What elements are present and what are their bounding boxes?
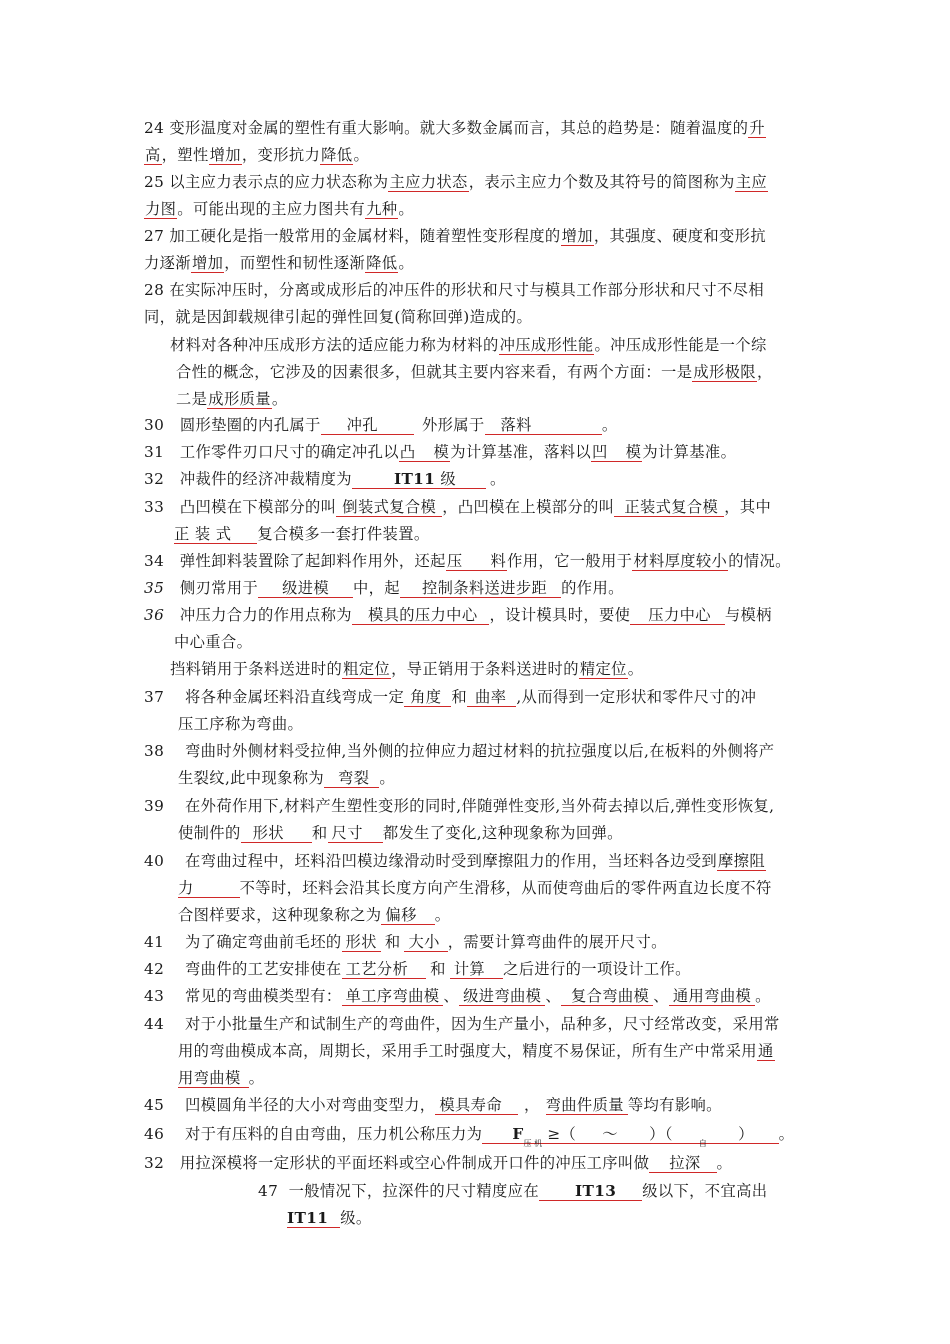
q33-line1: 33 凸凹模在下模部分的叫 倒装式复合模 ，凸凹模在上模部分的叫 正装式复合模 ，其中 [144, 498, 772, 516]
answer: 工艺分析 [342, 960, 427, 979]
answer: 成形质量 [208, 390, 271, 408]
q38-line1: 38 弯曲时外侧材料受拉伸,当外侧的拉伸应力超过材料的抗拉强度以后,在板料的外侧将产 [144, 742, 775, 760]
q44-line1: 44 对于小批量生产和试制生产的弯曲件，因为生产量小，品种多，尺寸经常改变，采用常 [144, 1015, 780, 1033]
q27-line2: 力逐渐增加，而塑性和韧性逐渐降低。 [144, 254, 415, 272]
q46: 46 对于有压料的自由弯曲，压力机公称压力为 $F_{压 机}$ ≥（ ～ ）（ $_自$ ） 。 [144, 1125, 795, 1148]
q37-line1: 37 将各种金属坯料沿直线弯成一定 角度 和 曲率 ,从而得到一定形状和零件尺寸的冲 [144, 688, 757, 706]
q24-line1: 24 变形温度对金属的塑性有重大影响。就大多数金属而言，其总的趋势是：随着温度的升 [144, 119, 765, 137]
q41: 41 为了确定弯曲前毛坯的 形状 和 大小 ，需要计算弯曲件的展开尺寸。 [144, 933, 667, 951]
answer: 弯曲件质量 [546, 1096, 628, 1115]
q40-line1: 40 在弯曲过程中，坯料沿凹模边缘滑动时受到摩擦阻力的作用，当坯料各边受到摩擦阻 [144, 852, 765, 870]
answer: 形状 [241, 824, 312, 843]
answer: 模具寿命 [435, 1096, 518, 1115]
q34: 34 弹性卸料装置除了起卸料作用外，还起压 料作用，它一般用于材料厚度较小的情况。 [144, 552, 791, 570]
answer: 级进弯曲模 [459, 987, 545, 1006]
answer: 落料 [485, 416, 602, 435]
answer: 成形极限 [693, 363, 756, 381]
q40-line3: 合图样要求，这种现象称之为 偏移 。 [178, 906, 451, 924]
forming-line3: 二是成形质量。 [176, 390, 288, 408]
forming-line1: 材料对各种冲压成形方法的适应能力称为材料的冲压成形性能。冲压成形性能是一个综 [170, 336, 767, 354]
q39-line1: 39 在外荷作用下,材料产生塑性变形的同时,伴随弹性变形,当外荷去掉以后,弹性变形恢复, [144, 797, 775, 815]
q32a: 32 冲裁件的经济冲裁精度为 IT11 级 。 [144, 470, 506, 488]
answer: 倒装式复合模 [336, 498, 442, 517]
answer: 控制条料送进步距 [400, 579, 561, 598]
answer: 用弯曲模 [178, 1069, 249, 1088]
q35: 35 侧刃常用于 级进模 中，起 控制条料送进步距 的作用。 [144, 579, 624, 597]
q25-line1: 25 以主应力表示点的应力状态称为主应力状态，表示主应力个数及其符号的简图称为主应 [144, 173, 767, 191]
answer: 升 [749, 119, 765, 137]
q37-line2: 压工序称为弯曲。 [178, 715, 304, 733]
answer: 曲率 [467, 688, 516, 707]
q24-line2: 高，塑性增加，变形抗力降低。 [145, 146, 370, 164]
answer: IT11 [287, 1209, 340, 1228]
q25-line2: 力图。可能出现的主应力图共有九种。 [145, 200, 415, 218]
q31: 31 工作零件刃口尺寸的确定冲孔以凸 模为计算基准，落料以凹 模为计算基准。 [144, 443, 737, 461]
answer: IT11 级 [352, 470, 486, 489]
answer: 压 料 [446, 552, 507, 570]
q42: 42 弯曲件的工艺安排使在 工艺分析 和 计算 之后进行的一项设计工作。 [144, 960, 691, 978]
answer: 冲孔 [321, 416, 414, 435]
q38-line2: 生裂纹,此中现象称为 弯裂 。 [178, 769, 395, 787]
answer: 冲压成形性能 [499, 336, 594, 354]
answer: 拉深 [649, 1154, 716, 1173]
answer: 角度 [404, 688, 451, 707]
answer: 正 装 式 [174, 525, 257, 544]
answer: 精定位 [579, 660, 627, 678]
q30: 30 圆形垫圈的内孔属于 冲孔 外形属于 落料 。 [144, 416, 618, 434]
q36-line2: 中心重合。 [174, 633, 253, 651]
answer: 通 [757, 1042, 774, 1060]
q39-line2: 使制件的 形状 和 尺寸 都发生了变化,这种现象称为回弹。 [178, 824, 623, 842]
answer: 通用弯曲模 [669, 987, 755, 1006]
q28-line1: 28 在实际冲压时，分离或成形后的冲压件的形状和尺寸与模具工作部分形状和尺寸不尽相 [144, 281, 764, 299]
q45: 45 凹模圆角半径的大小对弯曲变型力， 模具寿命 ， 弯曲件质量 等均有影响。 [144, 1096, 722, 1114]
forming-line2: 合性的概念，它涉及的因素很多，但就其主要内容来看，有两个方面：一是成形极限， [176, 363, 773, 381]
answer: 形状 [342, 933, 381, 952]
q36-line1: 36 冲压力合力的作用点称为 模具的压力中心 ，设计模具时，要使 压力中心 与模柄 [144, 606, 772, 624]
answer: 增加 [561, 227, 593, 245]
q32b: 32 用拉深模将一定形状的平面坯料或空心件制成开口件的冲压工序叫做 拉深 。 [144, 1154, 733, 1172]
answer: IT13 [539, 1182, 642, 1201]
answer: 材料厚度较小 [633, 552, 728, 570]
answer: 大小 [404, 933, 447, 952]
answer: 力图 [145, 200, 177, 218]
q33-line2: 正 装 式 复合模多一套打件装置。 [174, 525, 430, 543]
answer: 九种 [366, 200, 398, 218]
q28-line2: 同，就是因卸载规律引起的弹性回复(简称回弹)造成的。 [144, 308, 533, 326]
q47-line2: IT11 级。 [287, 1209, 372, 1227]
answer: 偏移 [381, 906, 434, 925]
answer: 主应 [735, 173, 767, 191]
answer: 降低 [321, 146, 353, 164]
q44-line2: 用的弯曲模成本高，周期长，采用手工时强度大，精度不易保证，所有生产中常采用通 [178, 1042, 774, 1060]
answer: 凸 模 [399, 443, 450, 461]
answer: 高 [145, 146, 161, 164]
answer: 级进模 [258, 579, 353, 598]
answer: 摩擦阻 [718, 852, 765, 870]
stop-pin-line: 挡料销用于条料送进时的粗定位，导正销用于条料送进时的精定位。 [170, 660, 644, 678]
q44-line3: 用弯曲模 。 [178, 1069, 265, 1087]
answer: 复合弯曲模 [561, 987, 653, 1006]
answer: 降低 [366, 254, 398, 272]
answer: 增加 [209, 146, 241, 164]
answer: 粗定位 [343, 660, 391, 678]
q47-line1: 47 一般情况下，拉深件的尺寸精度应在 IT13 级以下，不宜高出 [258, 1182, 768, 1200]
answer: 压力中心 [630, 606, 725, 625]
answer: 凹 模 [592, 443, 642, 461]
q40-line2: 力 不等时，坯料会沿其长度方向产生滑移，从而使弯曲后的零件两直边长度不符 [178, 879, 772, 897]
answer: 增加 [191, 254, 224, 272]
answer: 弯裂 [324, 769, 379, 788]
answer: 正装式复合模 [614, 498, 724, 517]
answer: 模具的压力中心 [352, 606, 490, 625]
answer: 单工序弯曲模 [342, 987, 444, 1006]
answer: 尺寸 [328, 824, 383, 843]
answer: 计算 [450, 960, 503, 979]
answer: 主应力状态 [389, 173, 468, 191]
q27-line1: 27 加工硬化是指一般常用的金属材料，随着塑性变形程度的增加，其强度、硬度和变形抗 [144, 227, 766, 245]
q43: 43 常见的弯曲模类型有： 单工序弯曲模 、 级进弯曲模 、 复合弯曲模 、 通用弯曲模 。 [144, 987, 771, 1005]
answer: 力 [178, 879, 240, 898]
answer: $F_{压 机}$ ≥（ ～ ）（ $_自$ ） [482, 1125, 778, 1144]
